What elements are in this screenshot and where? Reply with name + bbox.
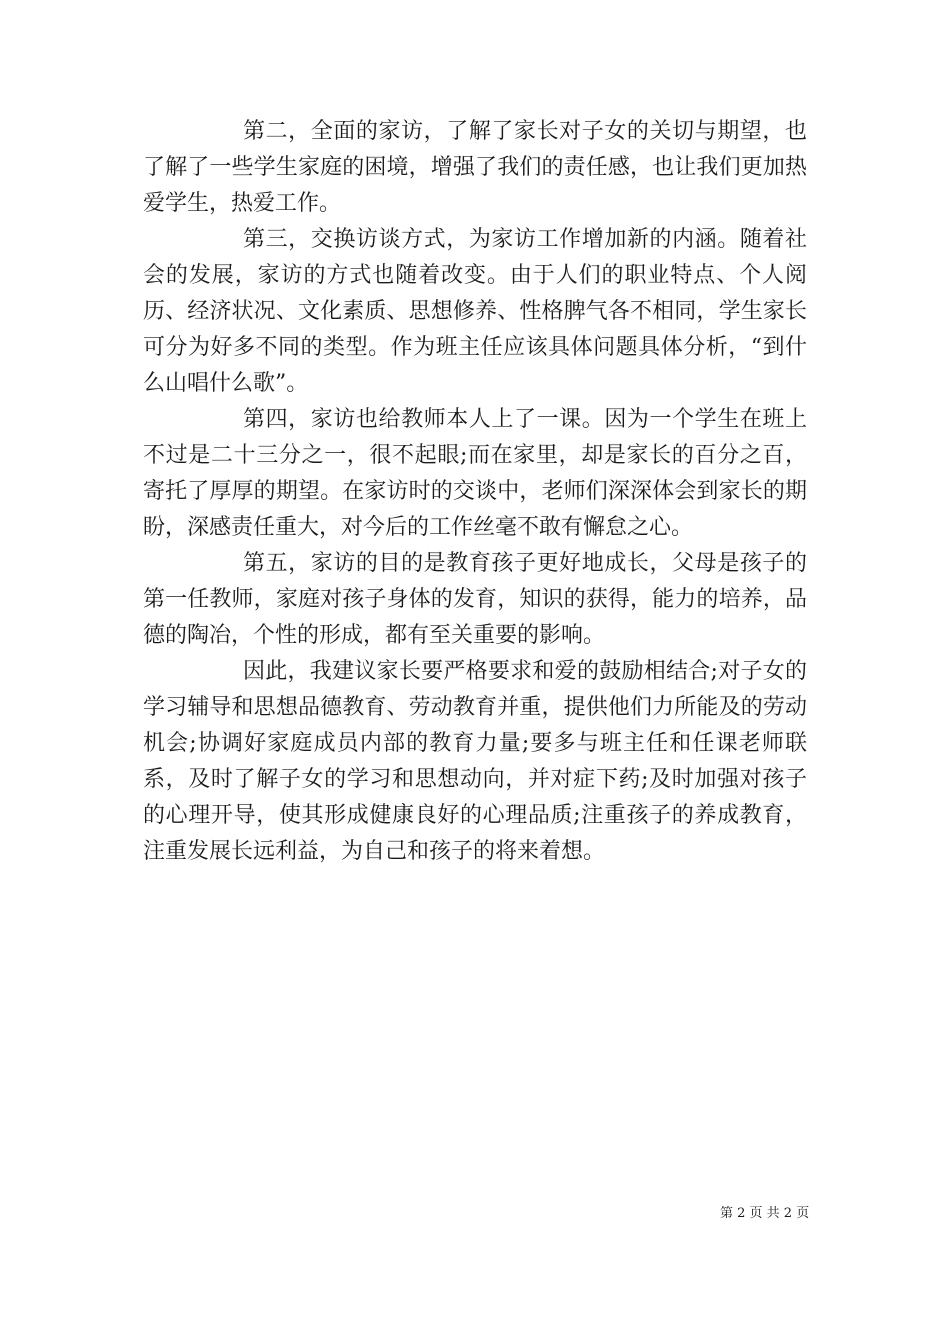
document-body	[143, 114, 807, 870]
paragraph-3: 第三，交换访谈方式，为家访工作增加新的内涵。随着社会的发展，家访的方式也随着改变。由于人们的职业特点、个人阅历、经济状况、文化素质、思想修养、性格脾气各不相同，学生家长可分为好多不同的类型。作为班主任应该具体问题具体分析，“到什么山唱什么歌”。	[143, 227, 807, 396]
paragraph-5: 第五，家访的目的是教育孩子更好地成长，父母是孩子的第一任教师，家庭对孩子身体的发育，知识的获得，能力的培养，品德的陶冶，个性的形成，都有至关重要的影响。	[143, 551, 807, 648]
page-number-footer: 第 2 页 共 2 页	[720, 1206, 810, 1221]
paragraph-2: 第二，全面的家访，了解了家长对子女的关切与期望，也了解了一些学生家庭的困境，增强了我们的责任感，也让我们更加热爱学生，热爱工作。	[143, 119, 807, 216]
paragraph-4: 第四，家访也给教师本人上了一课。因为一个学生在班上不过是二十三分之一，很不起眼;而在家里，却是家长的百分之百，寄托了厚厚的期望。在家访时的交谈中，老师们深深体会到家长的期盼，深感责任重大，对今后的工作丝毫不敢有懈怠之心。	[143, 407, 807, 540]
paragraph-conclusion: 因此，我建议家长要严格要求和爱的鼓励相结合;对子女的学习辅导和思想品德教育、劳动教育并重，提供他们力所能及的劳动机会;协调好家庭成员内部的教育力量;要多与班主任和任课老师联系，及时了解子女的学习和思想动向，并对症下药;及时加强对孩子的心理开导，使其形成健康良好的心理品质;注重孩子的养成教育，注重发展长远利益，为自己和孩子的将来着想。	[143, 659, 807, 864]
